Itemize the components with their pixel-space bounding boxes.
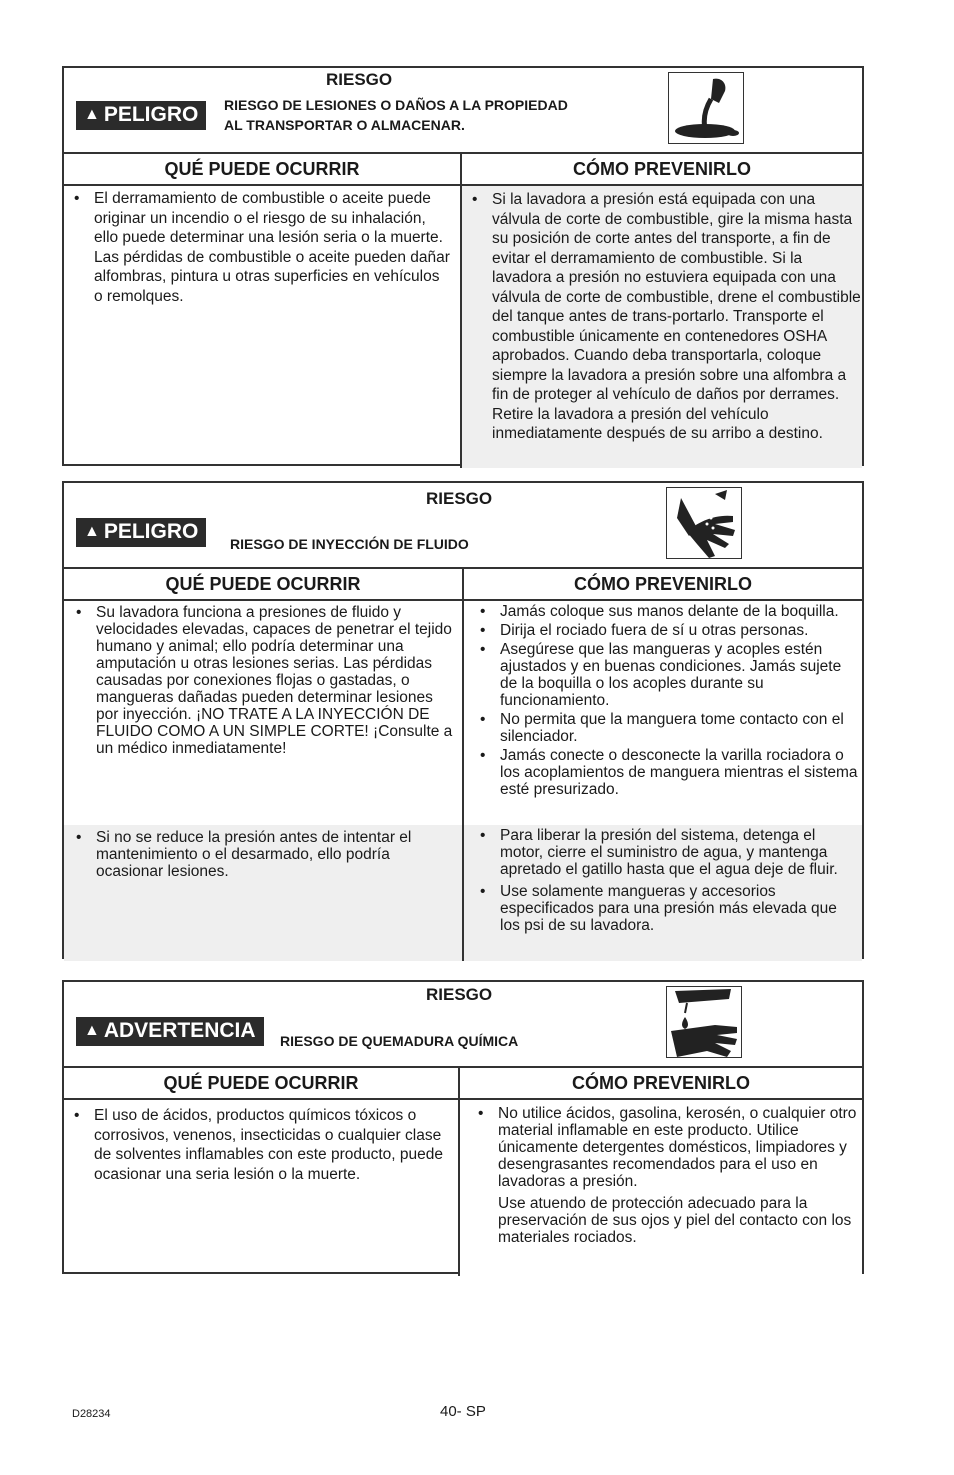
subtitle-line: RIESGO DE LESIONES O DAÑOS A LA PROPIEDAD [224, 97, 568, 113]
col-header-how: CÓMO PREVENIRLO [573, 573, 752, 594]
peligro-badge [76, 101, 206, 130]
list-item: • Jamás conecte o desconecte la varilla rociadora o los acoplamientos de manguera mientras el sistema esté presurizado. [470, 747, 860, 798]
hazard-box-transport [62, 66, 864, 466]
hazard-header [64, 68, 862, 154]
col-header-how: CÓMO PREVENIRLO [571, 1072, 750, 1093]
hazard-box-chemical [62, 980, 864, 1274]
hazard-subtitle [230, 534, 469, 554]
list-item: • El derramamiento de combustible o aceite puede originar un incendio o el riesgo de su inhalación, ello puede determinar una lesión seria o la muerte. Las pérdidas de combustible o aceite pueden dañar alfombras, pintura u otras superficies en vehículos o remolques. [64, 189, 452, 306]
hazard-row [64, 186, 862, 468]
subtitle-line: RIESGO DE QUEMADURA QUÍMICA [280, 1033, 519, 1049]
subtitle-line: RIESGO DE INYECCIÓN DE FLUIDO [230, 536, 469, 552]
col-header-what: QUÉ PUEDE OCURRIR [64, 154, 462, 184]
list-item: • Para liberar la presión del sistema, detenga el motor, cierre el suministro de agua, y mantenga apretado el gatillo hasta que el agua deje de fluir. [470, 827, 860, 878]
fluid-injection-hand-icon [666, 487, 742, 559]
riesgo-label: RIESGO [426, 985, 493, 1004]
badge-label: PELIGRO [103, 103, 199, 126]
hazard-header [64, 982, 862, 1068]
hazard-header [64, 483, 862, 569]
hazard-box-injection [62, 481, 864, 959]
how-cell [462, 186, 862, 468]
list-item: • No utilice ácidos, gasolina, kerosén, o cualquier otro material inflamable en este producto. Utilice únicamente detergentes domésticos, limpiadores y desengrasantes recomendados para el uso en lavadoras a presión. [468, 1105, 860, 1190]
column-headers [64, 569, 862, 601]
badge-label: ADVERTENCIA [103, 1019, 256, 1042]
hazard-row [64, 1100, 862, 1276]
column-headers [64, 154, 862, 186]
advertencia-badge [76, 1017, 264, 1046]
how-cell [460, 1100, 862, 1276]
riesgo-label: RIESGO [426, 489, 493, 508]
list-item: • Si la lavadora a presión está equipada con una válvula de corte de combustible, gire la misma hasta su posición de corte antes del transporte, a fin de evitar el derramamiento de combustible. Si la lavadora a presión no estuviera equipada con una válvula de corte de combustible, drene el combustible del tanque antes de trans-portarlo. Transporte el combustible únicamente en contenedores OSHA aprobados. Cuando deba transportarla, coloque siempre la lavadora a presión sobre una alfombra a fin de proteger al vehículo de daños por derrames. Retire la lavadora a presión del vehículo inmediatamente después de su arribo a destino. [462, 190, 862, 444]
riesgo-label: RIESGO [326, 70, 393, 89]
how-cell [464, 601, 862, 825]
what-cell [64, 601, 464, 825]
what-cell [64, 825, 464, 961]
hazard-subtitle [224, 95, 568, 135]
list-item: • Jamás coloque sus manos delante de la boquilla. [470, 603, 860, 620]
fuel-spill-icon [668, 72, 744, 144]
list-item: • Use solamente mangueras y accesorios especificados para una presión más elevada que los psi de su lavadora. [470, 883, 860, 934]
hazard-subtitle [280, 1031, 518, 1051]
document-code: D28234 [72, 1408, 111, 1420]
chemical-burn-hand-icon [666, 986, 742, 1058]
list-item: • No permita que la manguera tome contacto con el silenciador. [470, 711, 860, 745]
list-item: • Su lavadora funciona a presiones de fluido y velocidades elevadas, capaces de penetrar el tejido humano y animal; ello podría determinar una amputación u otras lesiones serias. Las pérdidas causadas por conexiones flojas o gastadas, o mangueras dañadas pueden determinar lesiones por inyección. ¡NO TRATE A LA INYECCIÓN DE FLUIDO COMO A UN SIMPLE CORTE! ¡Consulte a un médico inmediatamente! [66, 604, 454, 757]
warning-triangle-icon: ▲ [84, 523, 100, 540]
what-cell [64, 186, 462, 468]
hazard-row [64, 825, 862, 961]
list-item: • Si no se reduce la presión antes de intentar el mantenimiento o el desarmado, ello podría ocasionar lesiones. [66, 829, 454, 880]
col-header-how: CÓMO PREVENIRLO [572, 158, 751, 179]
warning-triangle-icon: ▲ [84, 106, 100, 123]
warning-triangle-icon: ▲ [84, 1022, 100, 1039]
list-item: • Asegúrese que las mangueras y acoples estén ajustados y en buenas condiciones. Jamás sujete de la boquilla o los acoples durante su funcionamiento. [470, 641, 860, 709]
peligro-badge [76, 518, 206, 547]
column-headers [64, 1068, 862, 1100]
what-cell [64, 1100, 460, 1276]
list-item: • El uso de ácidos, productos químicos tóxicos o corrosivos, venenos, insecticidas o cualquier clase de solventes inflamables con este producto, puede ocasionar una seria lesión o la muerte. [64, 1106, 456, 1184]
how-cell [464, 825, 862, 961]
hazard-row [64, 601, 862, 825]
col-header-what: QUÉ PUEDE OCURRIR [64, 1068, 460, 1098]
page-number: 40- SP [440, 1403, 486, 1420]
subtitle-line: AL TRANSPORTAR O ALMACENAR. [224, 117, 465, 133]
badge-label: PELIGRO [103, 520, 199, 543]
paragraph: Use atuendo de protección adecuado para la preservación de sus ojos y piel del contacto con los materiales rociados. [498, 1195, 852, 1246]
col-header-what: QUÉ PUEDE OCURRIR [64, 569, 464, 599]
list-item: • Dirija el rociado fuera de sí u otras personas. [470, 622, 860, 639]
